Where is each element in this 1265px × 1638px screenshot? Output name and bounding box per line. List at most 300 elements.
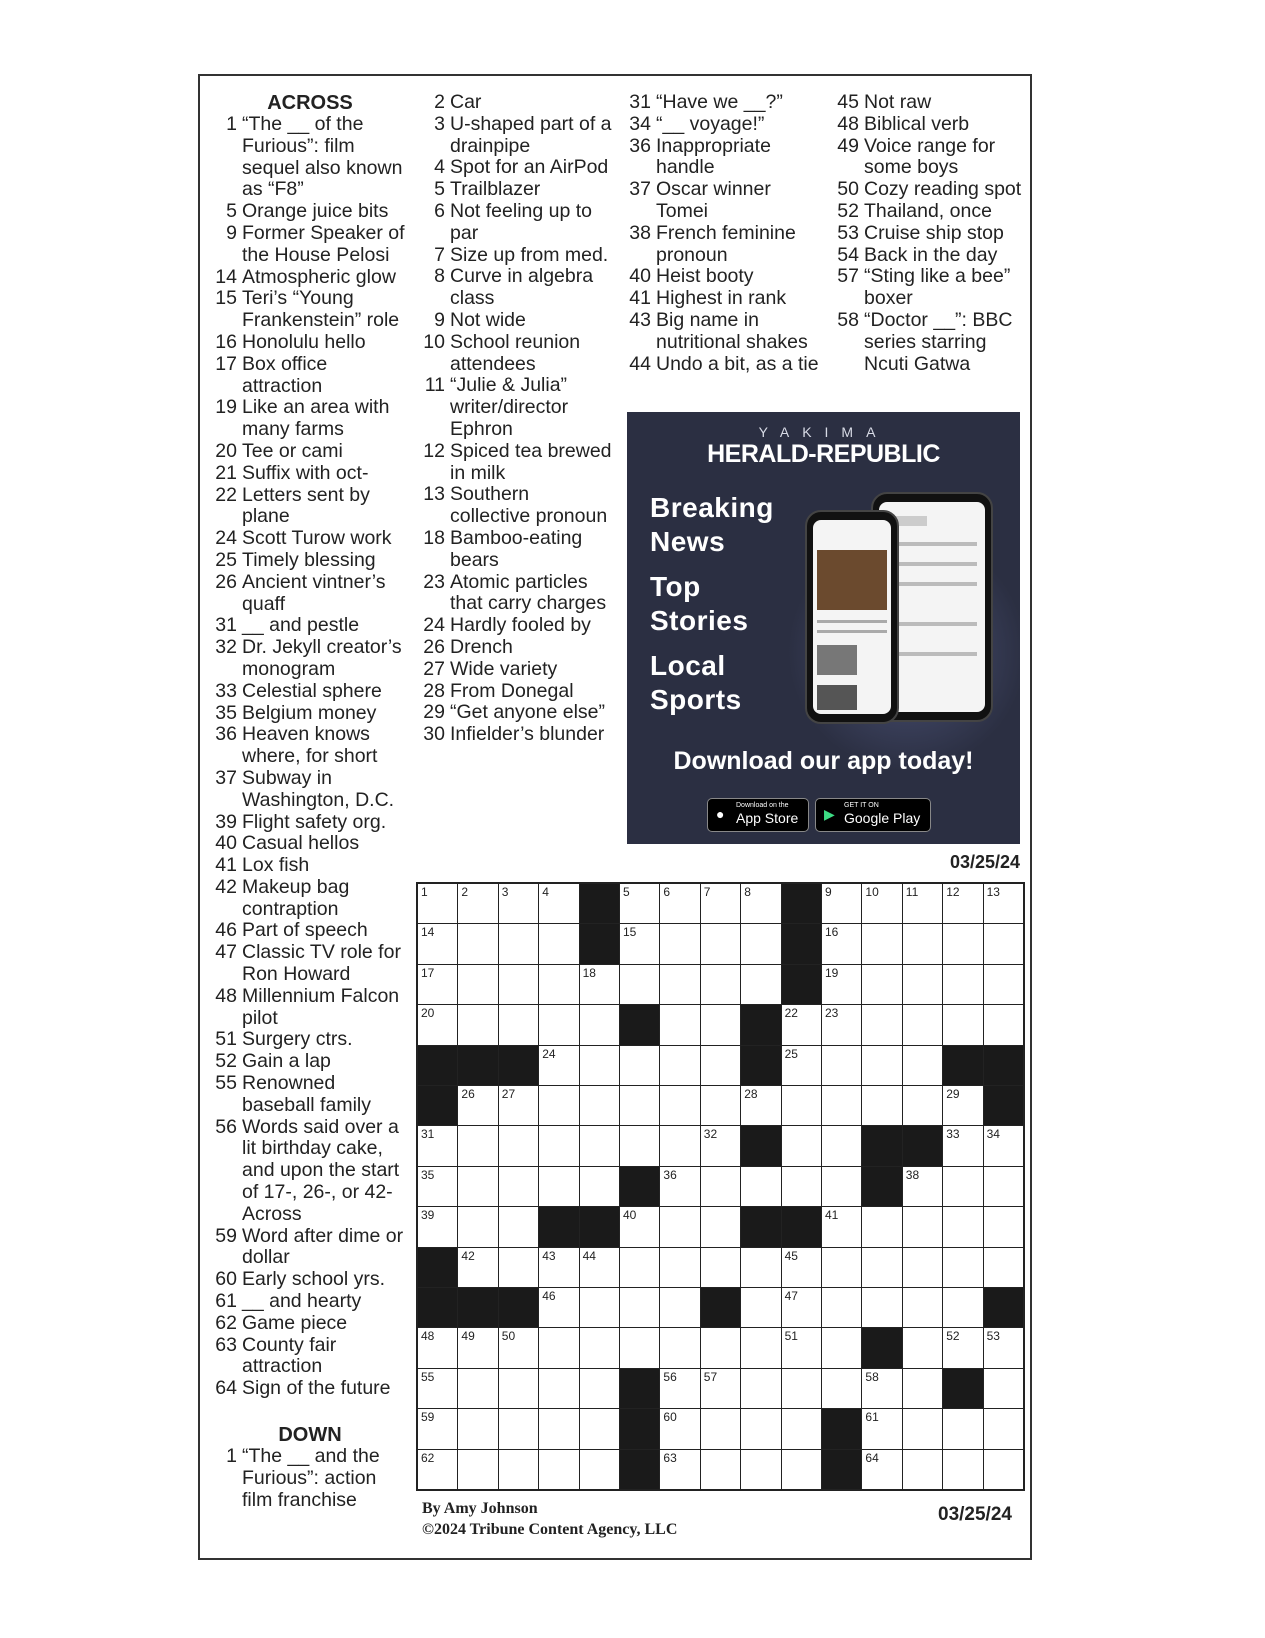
- clue-number: 59: [215, 1224, 237, 1247]
- grid-cell[interactable]: [660, 1248, 699, 1287]
- clue-down-31[interactable]: [626, 92, 826, 114]
- grid-cell[interactable]: [782, 1328, 821, 1367]
- clue-across-63[interactable]: [212, 1335, 408, 1379]
- grid-cell[interactable]: [418, 924, 457, 963]
- clue-across-60[interactable]: [212, 1269, 408, 1291]
- grid-cell[interactable]: [782, 1248, 821, 1287]
- cell-number: 59: [421, 1410, 435, 1425]
- grid-cell[interactable]: [499, 1086, 538, 1125]
- clue-across-5[interactable]: [212, 201, 408, 223]
- clue-across-39[interactable]: [212, 812, 408, 834]
- clue-down-58[interactable]: [834, 310, 1030, 375]
- grid-cell[interactable]: [862, 1046, 901, 1085]
- clue-down-44[interactable]: [626, 354, 826, 376]
- grid-cell[interactable]: [580, 1005, 619, 1044]
- grid-cell[interactable]: [660, 1450, 699, 1489]
- grid-cell[interactable]: [580, 1328, 619, 1367]
- clue-across-40[interactable]: [212, 833, 408, 855]
- cell-number: 26: [461, 1087, 475, 1101]
- grid-cell[interactable]: [499, 1005, 538, 1044]
- grid-cell[interactable]: [539, 1005, 578, 1044]
- grid-cell[interactable]: [741, 1086, 780, 1125]
- grid-cell[interactable]: [620, 1207, 659, 1246]
- grid-cell[interactable]: [580, 1450, 619, 1489]
- grid-cell[interactable]: [458, 1167, 497, 1206]
- grid-cell[interactable]: [943, 1086, 982, 1125]
- grid-cell[interactable]: [822, 1328, 861, 1367]
- grid-cell[interactable]: [539, 884, 578, 923]
- clue-number: 15: [215, 287, 237, 310]
- grid-cell[interactable]: [903, 1248, 942, 1287]
- grid-cell[interactable]: [660, 1086, 699, 1125]
- clue-down-7[interactable]: [420, 245, 612, 267]
- grid-cell[interactable]: [903, 1409, 942, 1448]
- grid-cell[interactable]: [701, 1450, 740, 1489]
- clue-across-25[interactable]: [212, 550, 408, 572]
- clue-down-43[interactable]: [626, 310, 826, 354]
- clue-number: 58: [837, 308, 859, 331]
- grid-cell[interactable]: [903, 1207, 942, 1246]
- grid-cell[interactable]: [539, 1248, 578, 1287]
- grid-cell[interactable]: [943, 1248, 982, 1287]
- grid-cell[interactable]: [862, 1409, 901, 1448]
- grid-cell[interactable]: [660, 1288, 699, 1327]
- grid-cell[interactable]: [862, 1086, 901, 1125]
- grid-cell[interactable]: [458, 1409, 497, 1448]
- grid-cell[interactable]: [458, 1248, 497, 1287]
- grid-cell[interactable]: [620, 884, 659, 923]
- grid-cell[interactable]: [782, 1046, 821, 1085]
- clue-number: 26: [423, 635, 445, 658]
- grid-cell[interactable]: [741, 924, 780, 963]
- grid-cell[interactable]: [741, 1369, 780, 1408]
- grid-cell[interactable]: [418, 1167, 457, 1206]
- grid-cell[interactable]: [660, 965, 699, 1004]
- grid-cell[interactable]: [499, 1248, 538, 1287]
- grid-cell[interactable]: [822, 884, 861, 923]
- clue-down-50[interactable]: [834, 179, 1030, 201]
- grid-cell[interactable]: [782, 1409, 821, 1448]
- grid-cell[interactable]: [984, 884, 1023, 923]
- grid-cell[interactable]: [499, 1126, 538, 1165]
- clue-down-45[interactable]: [834, 92, 1030, 114]
- clue-across-47[interactable]: [212, 942, 408, 986]
- clue-text: County fair attraction: [242, 1333, 337, 1378]
- grid-cell[interactable]: [862, 1369, 901, 1408]
- clue-across-32[interactable]: [212, 637, 408, 681]
- grid-cell[interactable]: [862, 924, 901, 963]
- grid-cell[interactable]: [539, 965, 578, 1004]
- grid-cell[interactable]: [782, 1126, 821, 1165]
- clue-across-51[interactable]: [212, 1029, 408, 1051]
- grid-cell[interactable]: [984, 1005, 1023, 1044]
- clue-across-16[interactable]: [212, 332, 408, 354]
- clue-across-14[interactable]: [212, 267, 408, 289]
- clue-across-55[interactable]: [212, 1073, 408, 1117]
- grid-block: [984, 1046, 1023, 1085]
- grid-cell[interactable]: [943, 1450, 982, 1489]
- grid-cell[interactable]: [580, 1248, 619, 1287]
- grid-cell[interactable]: [943, 1409, 982, 1448]
- grid-cell[interactable]: [458, 1086, 497, 1125]
- grid-cell[interactable]: [539, 1046, 578, 1085]
- grid-cell[interactable]: [701, 1167, 740, 1206]
- clue-across-59[interactable]: [212, 1226, 408, 1270]
- clue-down-30[interactable]: [420, 724, 612, 746]
- clue-down-26[interactable]: [420, 637, 612, 659]
- grid-cell[interactable]: [539, 1409, 578, 1448]
- grid-cell[interactable]: [418, 965, 457, 1004]
- grid-cell[interactable]: [984, 1450, 1023, 1489]
- grid-cell[interactable]: [701, 924, 740, 963]
- grid-cell[interactable]: [741, 965, 780, 1004]
- apple-icon: ●: [716, 806, 725, 822]
- clue-number: 50: [837, 178, 859, 201]
- grid-cell[interactable]: [984, 1369, 1023, 1408]
- clue-across-20[interactable]: [212, 441, 408, 463]
- grid-cell[interactable]: [822, 1167, 861, 1206]
- grid-cell[interactable]: [984, 924, 1023, 963]
- clue-down-8[interactable]: [420, 266, 612, 310]
- clue-down-40[interactable]: [626, 266, 826, 288]
- grid-cell[interactable]: [458, 1005, 497, 1044]
- clue-down-23[interactable]: [420, 572, 612, 616]
- clue-across-52[interactable]: [212, 1051, 408, 1073]
- clue-down-57[interactable]: [834, 266, 1030, 310]
- grid-cell[interactable]: [539, 1086, 578, 1125]
- clue-across-62[interactable]: [212, 1313, 408, 1335]
- grid-cell[interactable]: [499, 1369, 538, 1408]
- clue-across-33[interactable]: [212, 681, 408, 703]
- grid-cell[interactable]: [418, 1409, 457, 1448]
- grid-cell[interactable]: [620, 1328, 659, 1367]
- grid-block: [580, 924, 619, 963]
- grid-cell[interactable]: [903, 1086, 942, 1125]
- clue-down-28[interactable]: [420, 681, 612, 703]
- grid-cell[interactable]: [903, 884, 942, 923]
- grid-cell[interactable]: [943, 1005, 982, 1044]
- grid-cell[interactable]: [660, 1167, 699, 1206]
- clue-text: Classic TV role for Ron Howard: [242, 941, 401, 986]
- grid-cell[interactable]: [984, 1126, 1023, 1165]
- grid-cell[interactable]: [741, 1450, 780, 1489]
- grid-cell[interactable]: [418, 1450, 457, 1489]
- grid-cell[interactable]: [862, 1005, 901, 1044]
- grid-cell[interactable]: [418, 884, 457, 923]
- grid-cell[interactable]: [701, 1207, 740, 1246]
- clue-down-10[interactable]: [420, 332, 612, 376]
- crossword-grid[interactable]: [416, 882, 1025, 1491]
- clue-across-64[interactable]: [212, 1378, 408, 1400]
- grid-cell[interactable]: [862, 1450, 901, 1489]
- grid-cell[interactable]: [418, 1207, 457, 1246]
- app-store-button[interactable]: [707, 798, 809, 832]
- clue-down-36[interactable]: [626, 136, 826, 180]
- grid-cell[interactable]: [903, 1005, 942, 1044]
- grid-cell[interactable]: [822, 965, 861, 1004]
- grid-cell[interactable]: [620, 1046, 659, 1085]
- clue-down-12[interactable]: [420, 441, 612, 485]
- grid-cell[interactable]: [984, 1328, 1023, 1367]
- grid-cell[interactable]: [984, 965, 1023, 1004]
- clue-across-9[interactable]: [212, 223, 408, 267]
- clue-down-6[interactable]: [420, 201, 612, 245]
- grid-cell[interactable]: [741, 1409, 780, 1448]
- grid-cell[interactable]: [943, 965, 982, 1004]
- grid-cell[interactable]: [782, 1167, 821, 1206]
- grid-cell[interactable]: [580, 1167, 619, 1206]
- clue-down-11[interactable]: [420, 375, 612, 440]
- clue-across-21[interactable]: [212, 463, 408, 485]
- clue-down-54[interactable]: [834, 245, 1030, 267]
- clue-text: Trailblazer: [450, 178, 541, 201]
- grid-cell[interactable]: [418, 1005, 457, 1044]
- grid-cell[interactable]: [984, 1248, 1023, 1287]
- cell-number: 14: [421, 925, 435, 940]
- app-advertisement[interactable]: [627, 412, 1020, 844]
- clue-text: Word after dime or dollar: [242, 1224, 404, 1269]
- grid-block: [580, 1207, 619, 1246]
- grid-cell[interactable]: [822, 1046, 861, 1085]
- grid-cell[interactable]: [943, 924, 982, 963]
- grid-cell[interactable]: [943, 1288, 982, 1327]
- clue-across-17[interactable]: [212, 354, 408, 398]
- grid-cell[interactable]: [741, 1328, 780, 1367]
- grid-cell[interactable]: [580, 1086, 619, 1125]
- grid-cell[interactable]: [984, 1167, 1023, 1206]
- grid-cell[interactable]: [499, 1207, 538, 1246]
- clue-across-37[interactable]: [212, 768, 408, 812]
- grid-cell[interactable]: [539, 1369, 578, 1408]
- cell-number: 25: [784, 1046, 798, 1061]
- ad-line-sports: Sports: [650, 684, 742, 715]
- grid-cell[interactable]: [580, 1409, 619, 1448]
- grid-cell[interactable]: [701, 965, 740, 1004]
- grid-cell[interactable]: [620, 1086, 659, 1125]
- grid-block: [620, 1369, 659, 1408]
- grid-cell[interactable]: [822, 1207, 861, 1246]
- clue-down-9[interactable]: [420, 310, 612, 332]
- grid-cell[interactable]: [499, 1167, 538, 1206]
- grid-cell[interactable]: [539, 1126, 578, 1165]
- grid-cell[interactable]: [701, 1005, 740, 1044]
- grid-cell[interactable]: [580, 1369, 619, 1408]
- clue-across-42[interactable]: [212, 877, 408, 921]
- grid-cell[interactable]: [458, 924, 497, 963]
- grid-cell[interactable]: [458, 1207, 497, 1246]
- grid-cell[interactable]: [782, 1005, 821, 1044]
- clue-down-29[interactable]: [420, 702, 612, 724]
- clue-across-48[interactable]: [212, 986, 408, 1030]
- grid-cell[interactable]: [903, 924, 942, 963]
- clue-down-5[interactable]: [420, 179, 612, 201]
- grid-cell[interactable]: [418, 1369, 457, 1408]
- clue-down-38[interactable]: [626, 223, 826, 267]
- cell-number: 50: [501, 1329, 516, 1344]
- grid-cell[interactable]: [458, 1450, 497, 1489]
- clue-text: Oscar winner Tomei: [656, 178, 771, 222]
- grid-cell[interactable]: [580, 1288, 619, 1327]
- grid-cell[interactable]: [984, 1207, 1023, 1246]
- grid-cell[interactable]: [741, 884, 780, 923]
- grid-cell[interactable]: [862, 884, 901, 923]
- clue-down-53[interactable]: [834, 223, 1030, 245]
- grid-cell[interactable]: [539, 924, 578, 963]
- grid-cell[interactable]: [862, 1288, 901, 1327]
- grid-cell[interactable]: [458, 1126, 497, 1165]
- grid-cell[interactable]: [862, 965, 901, 1004]
- grid-cell[interactable]: [741, 1167, 780, 1206]
- grid-cell[interactable]: [943, 1126, 982, 1165]
- clue-number: 37: [215, 766, 237, 789]
- clue-down-37[interactable]: [626, 179, 826, 223]
- grid-cell[interactable]: [660, 1005, 699, 1044]
- clue-across-26[interactable]: [212, 572, 408, 616]
- clue-down-41[interactable]: [626, 288, 826, 310]
- clue-down-3[interactable]: [420, 114, 612, 158]
- grid-cell[interactable]: [903, 965, 942, 1004]
- grid-cell[interactable]: [499, 884, 538, 923]
- grid-cell[interactable]: [903, 1369, 942, 1408]
- clue-across-19[interactable]: [212, 397, 408, 441]
- clue-across-22[interactable]: [212, 485, 408, 529]
- down-header: DOWN: [278, 1424, 342, 1447]
- clue-down-24[interactable]: [420, 615, 612, 637]
- clue-down-34[interactable]: [626, 114, 826, 136]
- grid-cell[interactable]: [782, 1086, 821, 1125]
- grid-cell[interactable]: [620, 1288, 659, 1327]
- grid-cell[interactable]: [701, 1126, 740, 1165]
- grid-cell[interactable]: [862, 1207, 901, 1246]
- ad-line-top: Top: [650, 571, 701, 602]
- cell-number: 10: [865, 885, 879, 899]
- grid-cell[interactable]: [701, 1086, 740, 1125]
- grid-cell[interactable]: [539, 1288, 578, 1327]
- clue-across-31[interactable]: [212, 615, 408, 637]
- grid-cell[interactable]: [499, 965, 538, 1004]
- grid-cell[interactable]: [660, 1328, 699, 1367]
- grid-cell[interactable]: [539, 1450, 578, 1489]
- grid-cell[interactable]: [741, 1248, 780, 1287]
- grid-cell[interactable]: [822, 1248, 861, 1287]
- clue-down-18[interactable]: [420, 528, 612, 572]
- grid-cell[interactable]: [943, 1328, 982, 1367]
- grid-cell[interactable]: [499, 1409, 538, 1448]
- clue-text: Words said over a lit birthday cake, and upon the start of 17-, 26-, or 42-Across: [242, 1115, 400, 1225]
- grid-cell[interactable]: [620, 965, 659, 1004]
- grid-cell[interactable]: [984, 1409, 1023, 1448]
- grid-cell[interactable]: [458, 1369, 497, 1408]
- google-play-button[interactable]: [815, 798, 931, 832]
- clue-down-13[interactable]: [420, 484, 612, 528]
- grid-cell[interactable]: [701, 1046, 740, 1085]
- grid-cell[interactable]: [499, 924, 538, 963]
- grid-cell[interactable]: [903, 1288, 942, 1327]
- clue-down-48[interactable]: [834, 114, 1030, 136]
- grid-block: [741, 1046, 780, 1085]
- clue-down-49[interactable]: [834, 136, 1030, 180]
- grid-cell[interactable]: [701, 884, 740, 923]
- grid-cell[interactable]: [903, 1450, 942, 1489]
- grid-cell[interactable]: [822, 1288, 861, 1327]
- grid-cell[interactable]: [499, 1450, 538, 1489]
- clue-across-35[interactable]: [212, 703, 408, 725]
- grid-cell[interactable]: [499, 1328, 538, 1367]
- cell-number: 53: [986, 1329, 1000, 1344]
- grid-cell[interactable]: [620, 924, 659, 963]
- grid-cell[interactable]: [620, 1126, 659, 1165]
- grid-cell[interactable]: [418, 1328, 457, 1367]
- grid-cell[interactable]: [822, 1369, 861, 1408]
- clue-across-46[interactable]: [212, 920, 408, 942]
- grid-cell[interactable]: [620, 1248, 659, 1287]
- grid-cell[interactable]: [943, 1207, 982, 1246]
- clue-across-56[interactable]: [212, 1117, 408, 1226]
- grid-cell[interactable]: [660, 1409, 699, 1448]
- clue-down-4[interactable]: [420, 157, 612, 179]
- grid-cell[interactable]: [660, 884, 699, 923]
- grid-cell[interactable]: [943, 1167, 982, 1206]
- grid-cell[interactable]: [782, 1369, 821, 1408]
- grid-cell[interactable]: [822, 1005, 861, 1044]
- clue-across-15[interactable]: [212, 288, 408, 332]
- clue-across-36[interactable]: [212, 724, 408, 768]
- ad-line-local: Local: [650, 650, 726, 681]
- grid-cell[interactable]: [660, 924, 699, 963]
- grid-cell[interactable]: [539, 1328, 578, 1367]
- clue-down-52[interactable]: [834, 201, 1030, 223]
- grid-cell[interactable]: [903, 1328, 942, 1367]
- grid-cell[interactable]: [943, 884, 982, 923]
- clue-down-2[interactable]: [420, 92, 612, 114]
- grid-cell[interactable]: [782, 1450, 821, 1489]
- grid-cell[interactable]: [660, 1207, 699, 1246]
- grid-cell[interactable]: [580, 1126, 619, 1165]
- grid-cell[interactable]: [458, 884, 497, 923]
- grid-cell[interactable]: [903, 1046, 942, 1085]
- grid-cell[interactable]: [903, 1167, 942, 1206]
- grid-cell[interactable]: [580, 965, 619, 1004]
- grid-cell[interactable]: [458, 965, 497, 1004]
- grid-cell[interactable]: [458, 1328, 497, 1367]
- clue-down-27[interactable]: [420, 659, 612, 681]
- clue-across-61[interactable]: [212, 1291, 408, 1313]
- grid-cell[interactable]: [580, 1046, 619, 1085]
- ad-line-stories: Stories: [650, 605, 749, 636]
- grid-cell[interactable]: [701, 1409, 740, 1448]
- grid-cell[interactable]: [822, 1126, 861, 1165]
- clue-across-24[interactable]: [212, 528, 408, 550]
- grid-cell[interactable]: [822, 1086, 861, 1125]
- grid-cell[interactable]: [701, 1369, 740, 1408]
- grid-cell[interactable]: [660, 1046, 699, 1085]
- clue-down-1[interactable]: [212, 1446, 408, 1511]
- grid-block: [620, 1409, 659, 1448]
- grid-cell[interactable]: [660, 1126, 699, 1165]
- grid-cell[interactable]: [660, 1369, 699, 1408]
- grid-cell[interactable]: [701, 1248, 740, 1287]
- grid-cell[interactable]: [822, 924, 861, 963]
- grid-cell[interactable]: [701, 1328, 740, 1367]
- grid-cell[interactable]: [539, 1167, 578, 1206]
- grid-cell[interactable]: [418, 1126, 457, 1165]
- grid-cell[interactable]: [782, 1288, 821, 1327]
- clue-text: Timely blessing: [242, 548, 376, 571]
- grid-cell[interactable]: [741, 1288, 780, 1327]
- grid-cell[interactable]: [862, 1248, 901, 1287]
- clue-across-41[interactable]: [212, 855, 408, 877]
- clue-across-1[interactable]: [212, 114, 408, 201]
